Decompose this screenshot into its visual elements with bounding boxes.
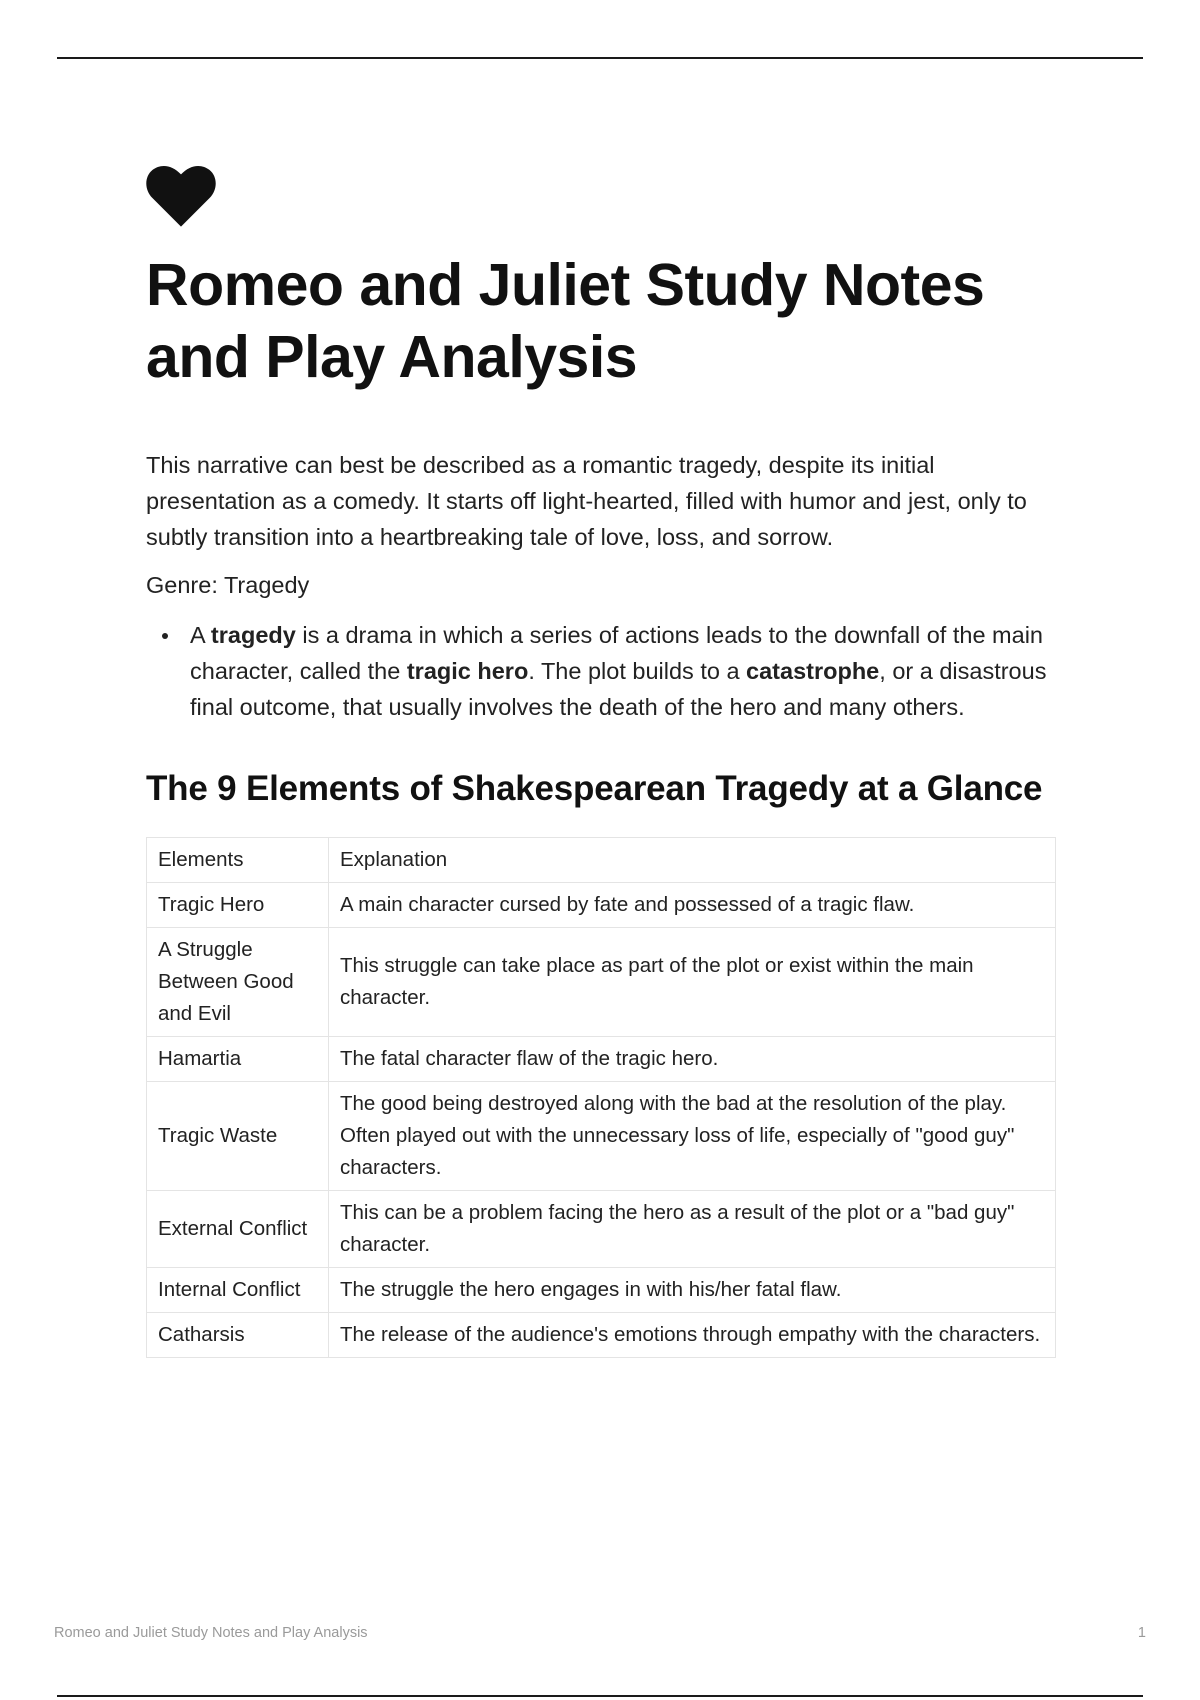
bullet-text: A [190, 622, 211, 648]
definition-list [146, 617, 1056, 725]
table-row [147, 1268, 1056, 1313]
bullet-text: is a drama in which a series of actions leads to the downfall of the main character, called the [190, 622, 1043, 684]
element-explanation: The struggle the hero engages in with his/her fatal flaw. [329, 1268, 1056, 1313]
element-explanation: The fatal character flaw of the tragic hero. [329, 1037, 1056, 1082]
elements-table [146, 837, 1056, 1358]
table-row [147, 1037, 1056, 1082]
bullet-text: , or a disastrous final outcome, that usually involves the death of the hero and many others. [190, 658, 1047, 720]
heart-icon [146, 165, 216, 227]
bullet-text: . The plot builds to a [528, 658, 747, 684]
table-row [147, 1082, 1056, 1191]
top-rule [57, 57, 1143, 59]
bullet-dot [162, 633, 168, 639]
genre-line: Genre: Tragedy [146, 572, 310, 598]
list-item [190, 617, 1056, 725]
element-explanation: This struggle can take place as part of the plot or exist within the main character. [329, 928, 1056, 1037]
bold-term-tragedy: tragedy [210, 622, 296, 648]
table-header-row [147, 838, 1056, 883]
table-row [147, 1313, 1056, 1358]
title-line-1: Romeo and Juliet Study Notes [146, 252, 985, 318]
page-footer [54, 1625, 1146, 1641]
header-cell-explanation: Explanation [329, 838, 1056, 883]
element-name: Tragic Waste [147, 1082, 329, 1191]
element-name: Tragic Hero [147, 883, 329, 928]
element-explanation: A main character cursed by fate and possessed of a tragic flaw. [329, 883, 1056, 928]
table-row [147, 1191, 1056, 1268]
title-line-2: and Play Analysis [146, 324, 638, 390]
page-title [146, 249, 1056, 393]
element-name: Internal Conflict [147, 1268, 329, 1313]
element-explanation: The release of the audience's emotions through empathy with the characters. [329, 1313, 1056, 1358]
page-content [146, 165, 1056, 1358]
table-row [147, 883, 1056, 928]
page-number: 1 [1137, 1625, 1146, 1641]
bottom-rule [57, 1695, 1143, 1697]
table-row [147, 928, 1056, 1037]
bold-term-tragic-hero: tragic hero [406, 658, 529, 684]
section-heading: The 9 Elements of Shakespearean Tragedy at a Glance [146, 769, 1043, 808]
element-name: Hamartia [147, 1037, 329, 1082]
element-name: External Conflict [147, 1191, 329, 1268]
intro-paragraph: This narrative can best be described as a romantic tragedy, despite its initial presentation as a comedy. It starts off light-hearted, filled with humor and jest, only to subtly transition into a heartbreaking tale of love, loss, and sorrow. [146, 452, 1027, 550]
footer-title: Romeo and Juliet Study Notes and Play Analysis [54, 1625, 368, 1641]
element-explanation: This can be a problem facing the hero as a result of the plot or a "bad guy" character. [329, 1191, 1056, 1268]
element-explanation: The good being destroyed along with the bad at the resolution of the play. Often played out with the unnecessary loss of life, especially of "good guy" characters. [329, 1082, 1056, 1191]
header-cell-elements: Elements [147, 838, 329, 883]
bold-term-catastrophe: catastrophe [746, 658, 880, 684]
element-name: Catharsis [147, 1313, 329, 1358]
element-name: A Struggle Between Good and Evil [147, 928, 329, 1037]
